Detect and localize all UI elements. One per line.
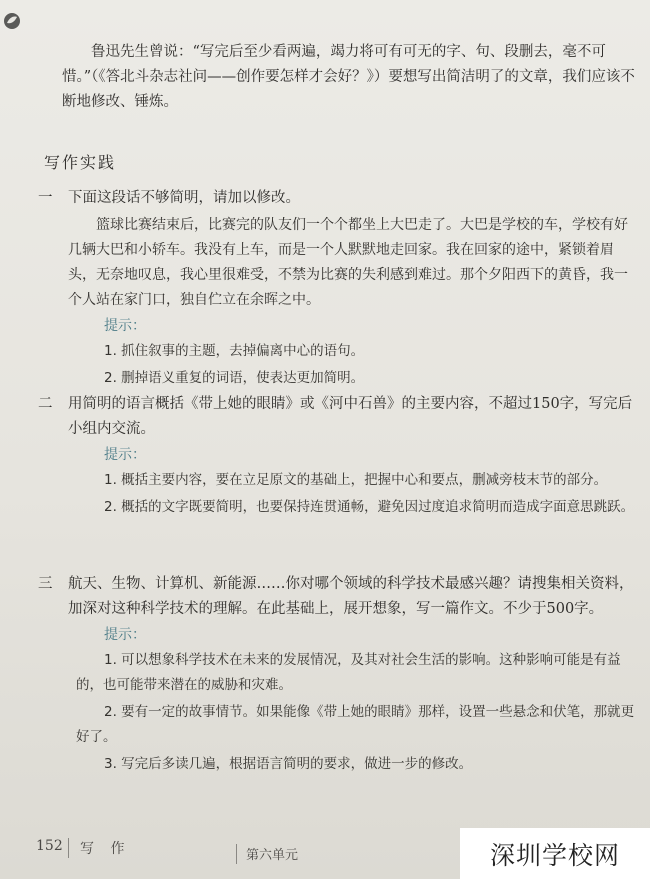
hint-item: 1. 概括主要内容，要在立足原文的基础上，把握中心和要点，删减旁枝末节的部分。: [104, 472, 608, 488]
hint-item: 2. 概括的文字既要简明，也要保持连贯通畅，避免因过度追求简明而造成字面意思跳跃。: [104, 499, 635, 515]
question-number: 三: [38, 576, 53, 592]
hint-item: 3. 写完后多读几遍，根据语言简明的要求，做进一步的修改。: [104, 756, 473, 772]
footer-unit-name: 第六单元: [246, 848, 299, 863]
hint-item: 1. 可以想象科学技术在未来的发展情况，及其对社会生活的影响。这种影响可能是有益的，也可能带来潜在的威胁和灾难。: [76, 652, 621, 693]
section-title: 写作实践: [44, 153, 117, 172]
hint-label: 提示：: [104, 447, 146, 463]
question-3: [38, 572, 638, 777]
question-text: 下面这段话不够简明，请加以修改。: [68, 190, 300, 206]
hint-label: 提示：: [104, 627, 146, 643]
question-text: 用简明的语言概括《带上她的眼睛》或《河中石兽》的主要内容，不超过150字，写完后小组内交流。: [68, 396, 633, 437]
question-number: 二: [38, 396, 53, 412]
question-1: [38, 186, 638, 391]
hint-item: 2. 删掉语义重复的词语，使表达更加简明。: [104, 370, 365, 386]
question-2: [38, 392, 638, 520]
footer-divider: [236, 844, 237, 864]
hint-item: 2. 要有一定的故事情节。如果能像《带上她的眼睛》那样，设置一些悬念和伏笔，那就更好了。: [76, 704, 635, 745]
intro-paragraph: 鲁迅先生曾说：“写完后至少看两遍，竭力将可有可无的字、句、段删去，毫不可惜。”（《答北斗杂志社问——创作要怎样才会好？》）要想写出简洁明了的文章，我们应该不断地修改、锤炼。: [62, 44, 635, 110]
page-number: 152: [36, 838, 63, 854]
footer-section-name: 写 作: [80, 841, 131, 857]
hint-label: 提示：: [104, 318, 146, 334]
leaf-logo-icon: [3, 12, 21, 30]
passage-text: 篮球比赛结束后，比赛完的队友们一个个都坐上大巴走了。大巴是学校的车，学校有好几辆大巴和小轿车。我没有上车，而是一个人默默地走回家。我在回家的途中，紧锁着眉头，无奈地叹息，我心里很难受，不禁为比赛的失利感到难过。那个夕阳西下的黄昏，我一个人站在家门口，独自伫立在余晖之中。: [68, 217, 628, 308]
watermark-label: 深圳学校网: [460, 828, 650, 879]
question-number: 一: [38, 190, 53, 206]
hint-item: 1. 抓住叙事的主题，去掉偏离中心的语句。: [104, 343, 365, 359]
question-text: 航天、生物、计算机、新能源……你对哪个领域的科学技术最感兴趣？请搜集相关资料，加深对这种科学技术的理解。在此基础上，展开想象，写一篇作文。不少于500字。: [68, 576, 634, 617]
footer-divider: [68, 838, 69, 858]
